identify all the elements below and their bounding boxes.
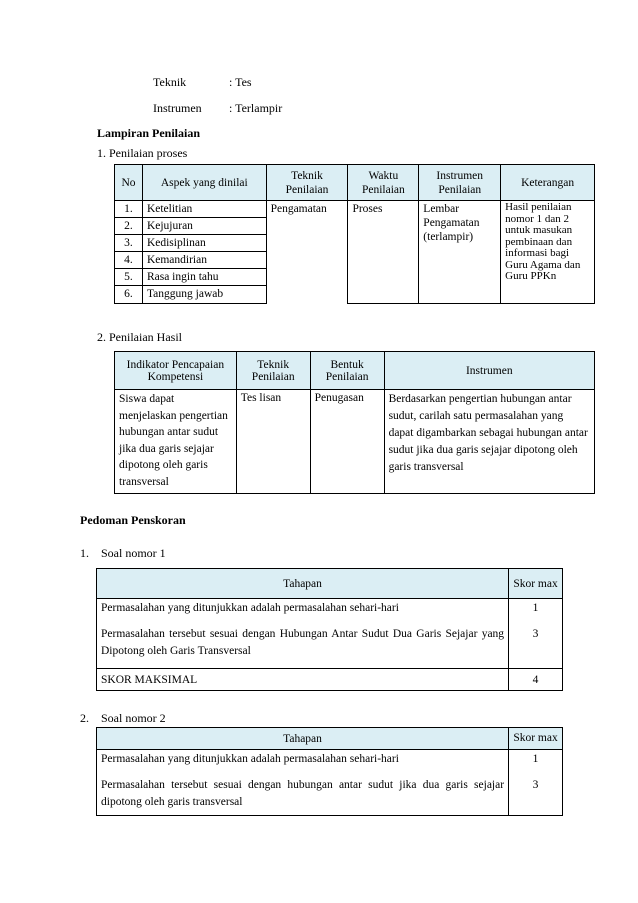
proses-header-teknik: Teknik Penilaian: [266, 165, 348, 201]
soal1-row1-text: Permasalahan yang ditunjukkan adalah permasalahan sehari-hari: [101, 602, 399, 614]
soal1-score-cell: [509, 599, 563, 669]
soal1-table: [96, 568, 563, 691]
soal1-tahapan-cell: [97, 599, 509, 669]
proses-row-aspek: Kemandirian: [142, 252, 266, 269]
hasil-bentuk: Penugasan: [310, 390, 384, 494]
soal1-header-skor: Skor max: [509, 569, 563, 599]
soal1-total-value: 4: [509, 669, 563, 691]
proses-row-aspek: Kejujuran: [142, 218, 266, 235]
proses-row-no: 5.: [115, 269, 143, 286]
soal2-row2-text: Permasalahan tersebut sesuai dengan hubungan antar sudut jika dua garis sejajar dipotong oleh garis transversal: [101, 779, 505, 808]
soal2-row1-score: 1: [532, 753, 539, 765]
lampiran-title: Lampiran Penilaian: [97, 126, 201, 140]
soal2-number: 2.: [80, 711, 89, 725]
proses-row-no: 6.: [115, 286, 143, 304]
soal2-score-cell: [509, 750, 563, 816]
proses-row-aspek: Kedisiplinan: [142, 235, 266, 252]
soal1-heading: Soal nomor 1: [101, 546, 166, 560]
proses-header-instrumen: Instrumen Penilaian: [419, 165, 501, 201]
proses-keterangan: Hasil penilaian nomor 1 dan 2 untuk masukan pembinaan dan informasi bagi Guru Agama dan Guru PPKn: [501, 201, 595, 304]
proses-row-no: 4.: [115, 252, 143, 269]
proses-row-aspek: Tanggung jawab: [142, 286, 266, 304]
proses-row-aspek: Ketelitian: [142, 201, 266, 218]
hasil-header-bentuk: Bentuk Penilaian: [310, 352, 384, 390]
soal2-heading: Soal nomor 2: [101, 711, 166, 725]
proses-instrumen: Lembar Pengamatan (terlampir): [419, 201, 501, 304]
hasil-header-indikator: Indikator Pencapaian Kompetensi: [115, 352, 237, 390]
hasil-table: [114, 351, 595, 494]
hasil-header-instrumen: Instrumen: [384, 352, 594, 390]
teknik-value: : Tes: [229, 75, 252, 89]
soal2-row2-score: 3: [532, 779, 539, 791]
proses-waktu: Proses: [348, 201, 419, 304]
hasil-indikator: Siswa dapat menjelaskan pengertian hubungan antar sudut jika dua garis sejajar dipotong oleh garis transversal: [115, 390, 237, 494]
proses-header-no: No: [115, 165, 143, 201]
proses-header-waktu: Waktu Penilaian: [348, 165, 419, 201]
soal2-header-skor: Skor max: [509, 728, 563, 750]
hasil-teknik: Tes lisan: [236, 390, 310, 494]
proses-table: [114, 164, 595, 304]
soal1-row2-score: 3: [532, 628, 539, 640]
proses-row-no: 1.: [115, 201, 143, 218]
proses-header-keterangan: Keterangan: [501, 165, 595, 201]
proses-row-no: 2.: [115, 218, 143, 235]
soal1-row2-text: Permasalahan tersebut sesuai dengan Hubungan Antar Sudut Dua Garis Sejajar yang Dipotong oleh Garis Transversal: [101, 628, 505, 657]
pedoman-title: Pedoman Penskoran: [80, 513, 186, 527]
soal2-table: [96, 727, 563, 816]
soal1-number: 1.: [80, 546, 89, 560]
proses-row-aspek: Rasa ingin tahu: [142, 269, 266, 286]
soal1-total-label: SKOR MAKSIMAL: [97, 669, 509, 691]
hasil-instrumen: Berdasarkan pengertian hubungan antar sudut, carilah satu permasalahan yang dapat digambarkan sebagai hubungan antar sudut jika dua garis sejajar dipotong oleh garis transversal: [384, 390, 594, 494]
proses-header-aspek: Aspek yang dinilai: [142, 165, 266, 201]
soal2-header-tahapan: Tahapan: [97, 728, 509, 750]
hasil-heading: 2. Penilaian Hasil: [97, 330, 182, 344]
hasil-header-teknik: Teknik Penilaian: [236, 352, 310, 390]
proses-heading: 1. Penilaian proses: [97, 146, 188, 160]
soal1-header-tahapan: Tahapan: [97, 569, 509, 599]
proses-row-no: 3.: [115, 235, 143, 252]
teknik-label: Teknik: [153, 75, 187, 89]
soal2-row1-text: Permasalahan yang ditunjukkan adalah permasalahan sehari-hari: [101, 753, 399, 765]
soal2-tahapan-cell: [97, 750, 509, 816]
instrumen-value: : Terlampir: [229, 101, 283, 115]
proses-teknik: Pengamatan: [266, 201, 348, 304]
soal1-row1-score: 1: [532, 602, 539, 614]
instrumen-label: Instrumen: [153, 101, 202, 115]
